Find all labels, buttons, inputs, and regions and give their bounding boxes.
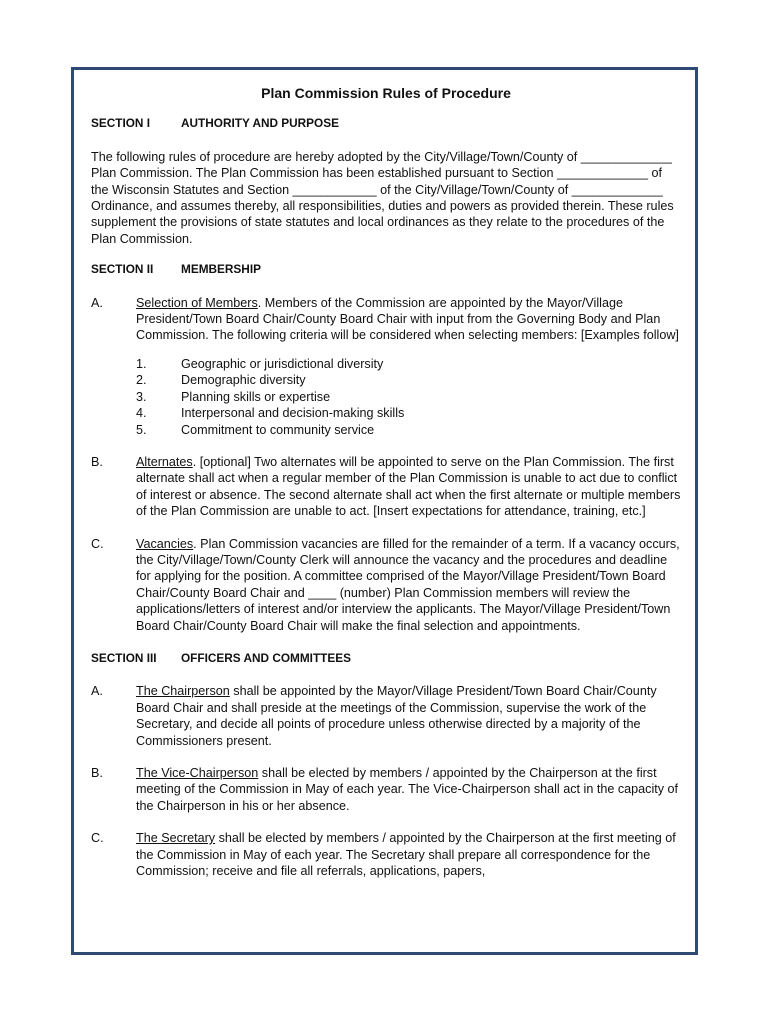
list-item: [136, 389, 681, 405]
section-number: SECTION III: [91, 650, 157, 665]
item-letter: C.: [91, 536, 104, 551]
item-title: The Secretary: [136, 831, 216, 846]
section-2-heading: [91, 261, 681, 277]
item-letter: B.: [91, 766, 103, 780]
section-number: SECTION II: [91, 262, 154, 277]
list-number: 2.: [136, 373, 147, 388]
list-text: Interpersonal and decision-making skills: [181, 406, 405, 421]
document-frame: [71, 67, 698, 955]
section-1-heading: [91, 115, 681, 131]
item-title: Vacancies: [136, 536, 194, 551]
section-number: SECTION I: [91, 116, 150, 131]
item-body: [136, 454, 681, 520]
item-body: [136, 765, 681, 814]
item-title: The Chairperson: [136, 684, 230, 699]
section-title: AUTHORITY AND PURPOSE: [181, 116, 339, 131]
list-text: Commitment to community service: [181, 422, 375, 437]
list-number: 1.: [136, 356, 147, 371]
section-1-paragraph: The following rules of procedure are hereby adopted by the City/Village/Town/County of _____________ Plan Commission. The Plan Commission has been established pursuant to Section _____________ of the Wisconsin Statutes and Section ____________ of the City/Village/Town/County of _____________ Ordinance, and assumes thereby, all responsibilities, duties and powers as provided therein. These rules supplement the provisions of state statutes and local ordinances as they relate to the procedures of the Plan Commission.: [91, 149, 674, 246]
section-title: OFFICERS AND COMMITTEES: [181, 650, 351, 665]
list-number: 3.: [136, 389, 147, 404]
list-item: [136, 356, 681, 372]
section-2-item-b: [91, 454, 681, 520]
item-text: . Plan Commission vacancies are filled for the remainder of a term. If a vacancy occurs, the City/Village/Town/County Clerk will announce the vacancy and the procedures and deadline for applying for the position. A committee comprised of the Mayor/Village President/Town Board Chair/County Board Chair and ____ (number) Plan Commission members will review the applications/letters of interest and/or interview the applicants. The Mayor/Village President/Town Board Chair/County Board Chair will make the final selection and appointments.: [136, 536, 680, 633]
list-item: [136, 405, 681, 421]
document-body: [91, 85, 681, 895]
item-title: Selection of Members: [136, 295, 258, 310]
list-text: Geographic or jurisdictional diversity: [181, 356, 384, 371]
section-3-item-c: [91, 830, 681, 879]
criteria-list: [136, 356, 681, 438]
section-2-item-c: [91, 536, 681, 634]
item-letter: A.: [91, 684, 103, 699]
item-title: Alternates: [136, 454, 193, 469]
section-title: MEMBERSHIP: [181, 262, 261, 277]
list-item: [136, 372, 681, 388]
list-number: 4.: [136, 406, 147, 421]
item-text: shall be elected by members / appointed by the Chairperson at the first meeting of the Commission in May of each year. The Secretary shall prepare all correspondence for the Commission; receive and file all referrals, applications, papers,: [136, 831, 676, 879]
section-3-item-b: [91, 765, 681, 814]
item-body: [136, 683, 681, 749]
list-text: Demographic diversity: [181, 373, 306, 388]
item-body: [136, 536, 681, 634]
section-3-heading: [91, 650, 681, 666]
list-text: Planning skills or expertise: [181, 389, 331, 404]
item-letter: C.: [91, 831, 104, 846]
item-letter: B.: [91, 454, 103, 469]
item-text: . [optional] Two alternates will be appointed to serve on the Plan Commission. The first alternate shall act when a regular member of the Plan Commission is unable to act due to conflict of interest or absence. The second alternate shall act when the first alternate or multiple members of the Plan Commission are unable to act. [Insert expectations for attendance, training, etc.]: [136, 454, 681, 519]
item-text: shall be appointed by the Mayor/Village President/Town Board Chair/County Board Chair and shall preside at the meetings of the Commission, supervise the work of the Secretary, and decide all points of procedure unless otherwise directed by a majority of the Commissioners present.: [136, 684, 657, 748]
item-body: [136, 830, 681, 879]
item-body: [136, 295, 681, 344]
item-text: shall be elected by members / appointed by the Chairperson at the first meeting of the Commission in May of each year. The Vice-Chairperson shall act in the capacity of the Chairperson in his or her absence.: [136, 766, 679, 813]
document-title: Plan Commission Rules of Procedure: [261, 85, 511, 101]
section-3-item-a: [91, 683, 681, 749]
item-title: The Vice-Chairperson: [136, 766, 259, 780]
section-2-item-a: [91, 295, 681, 344]
item-text: . Members of the Commission are appointed by the Mayor/Village President/Town Board Chair/County Board Chair with input from the Governing Body and Plan Commission. The following criteria will be considered when selecting members: [Examples follow]: [136, 295, 679, 343]
list-number: 5.: [136, 422, 147, 437]
item-letter: A.: [91, 295, 103, 310]
list-item: [136, 422, 681, 438]
